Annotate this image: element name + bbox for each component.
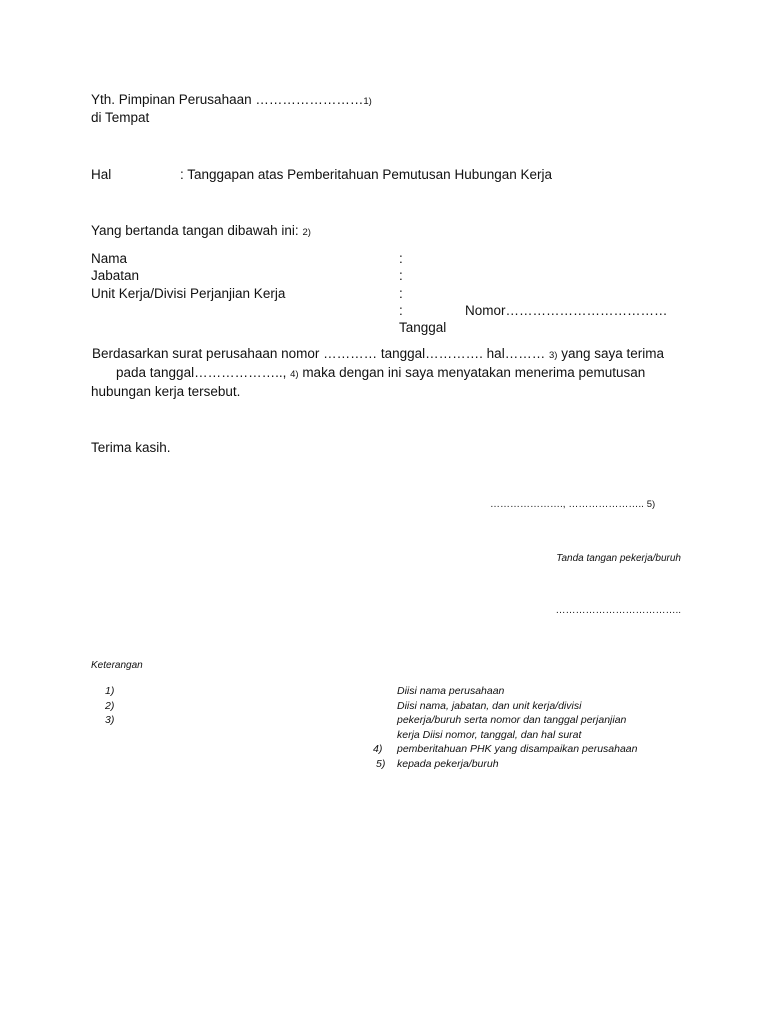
note-number-5: 5) bbox=[376, 758, 386, 770]
note-line-5: pemberitahuan PHK yang disampaikan perusahaan bbox=[397, 743, 638, 755]
body-line-2 bbox=[116, 364, 645, 384]
note-number-4: 4) bbox=[373, 743, 383, 755]
subject-text: : Tanggapan atas Pemberitahuan Pemutusan Hubungan Kerja bbox=[180, 167, 553, 182]
note-line-1: Diisi nama perusahaan bbox=[397, 685, 505, 697]
field-colon-unit-kerja: : bbox=[399, 286, 403, 301]
footnote-ref-2: 2) bbox=[302, 227, 311, 238]
field-colon-nama: : bbox=[399, 251, 403, 266]
footnote-ref-1: 1) bbox=[363, 96, 372, 107]
note-number-3: 3) bbox=[105, 714, 115, 726]
field-nomor: Nomor……………………………… bbox=[465, 303, 668, 318]
signature-name-line: ……………………………….. bbox=[555, 605, 681, 616]
signer-intro bbox=[91, 222, 311, 242]
note-number-1: 1) bbox=[105, 685, 115, 697]
note-line-2: Diisi nama, jabatan, dan unit kerja/divisi bbox=[397, 700, 582, 712]
body-line-3: hubungan kerja tersebut. bbox=[91, 384, 241, 399]
place-date bbox=[490, 498, 655, 512]
subject-label: Hal bbox=[91, 167, 112, 182]
field-label-unit-kerja: Unit Kerja/Divisi Perjanjian Kerja bbox=[91, 286, 286, 301]
field-label-nama: Nama bbox=[91, 251, 128, 266]
body-line-2b: maka dengan ini saya menyatakan menerima pemutusan bbox=[302, 365, 646, 380]
note-number-2: 2) bbox=[105, 700, 115, 712]
notes-title: Keterangan bbox=[91, 660, 143, 671]
body-line-1 bbox=[92, 345, 664, 365]
closing: Terima kasih. bbox=[91, 440, 171, 455]
footnote-ref-3: 3) bbox=[548, 350, 558, 361]
recipient-location: di Tempat bbox=[91, 110, 150, 125]
clipped-tanggal-line bbox=[399, 319, 459, 335]
field-label-jabatan: Jabatan bbox=[91, 268, 140, 283]
note-line-4: kerja Diisi nomor, tanggal, dan hal surat bbox=[397, 729, 582, 741]
signature-caption: Tanda tangan pekerja/buruh bbox=[556, 553, 681, 564]
note-line-6: kepada pekerja/buruh bbox=[397, 758, 499, 770]
footnote-ref-5: 5) bbox=[646, 499, 656, 510]
field-colon-jabatan: : bbox=[399, 268, 403, 283]
recipient-company: Yth. Pimpinan Perusahaan …………………… bbox=[91, 92, 364, 107]
body-line-1b: yang saya terima bbox=[561, 346, 664, 361]
clipped-tanggal-text: Tanggal bbox=[399, 320, 447, 335]
recipient-line bbox=[91, 91, 372, 111]
body-line-2a: pada tanggal……………….., bbox=[116, 365, 287, 380]
place-date-text: …………………., ………………….. bbox=[490, 499, 644, 510]
field-colon-nomor: : bbox=[399, 303, 403, 318]
signer-intro-text: Yang bertanda tangan dibawah ini: bbox=[91, 223, 299, 238]
body-line-1a: Berdasarkan surat perusahaan nomor ………… tanggal…………. hal……… bbox=[92, 346, 546, 361]
footnote-ref-4: 4) bbox=[290, 369, 299, 380]
note-line-3: pekerja/buruh serta nomor dan tanggal perjanjian bbox=[397, 714, 627, 726]
